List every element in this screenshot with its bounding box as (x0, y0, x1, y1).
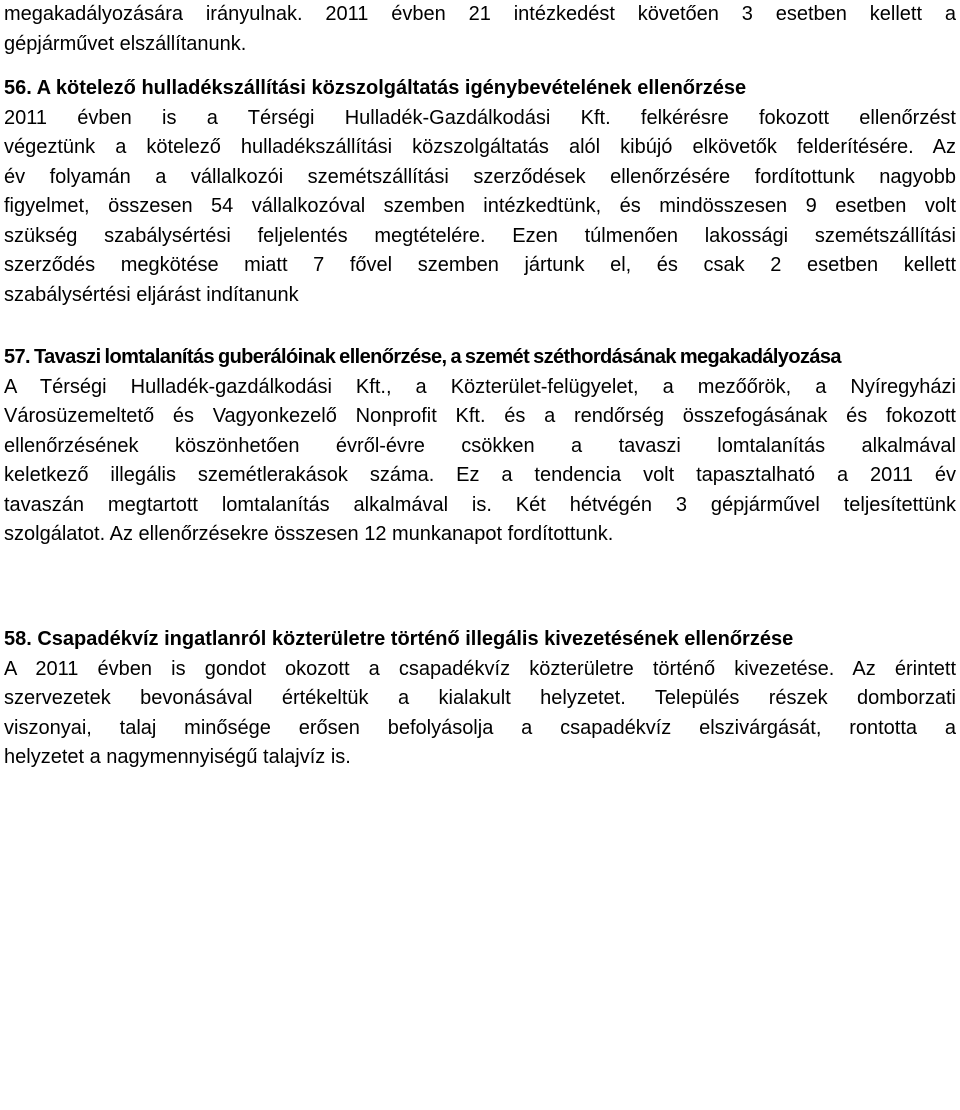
paragraph-line: megakadályozására irányulnak. 2011 évben 21 intézkedést követően 3 esetben kellett a (4, 3, 956, 25)
paragraph-line: szolgálatot. Az ellenőrzésekre összesen 12 munkanapot fordítottunk. (4, 523, 614, 545)
paragraph-line: év folyamán a vállalkozói szemétszállítási szerződések ellenőrzésére fordítottunk nagyobb (4, 165, 956, 188)
paragraph-line: A Térségi Hulladék-gazdálkodási Kft., a Közterület-felügyelet, a mezőőrök, a Nyíregyházi (4, 375, 956, 398)
paragraph-line: helyzetet a nagymennyiségű talajvíz is. (4, 746, 351, 768)
paragraph-line: végeztünk a kötelező hulladékszállítási közszolgáltatás alól kibújó elkövetők felderítésére. Az (4, 136, 956, 158)
paragraph-line: szükség szabálysértési feljelentés megtételére. Ezen túlmenően lakossági szemétszállítási (4, 224, 956, 247)
intro-paragraph (4, 0, 956, 59)
paragraph-line: 2011 évben is a Térségi Hulladék-Gazdálkodási Kft. felkérésre fokozott ellenőrzést (4, 106, 956, 129)
paragraph-line: figyelmet, összesen 54 vállalkozóval szemben intézkedtünk, és mindösszesen 9 esetben volt (4, 195, 956, 217)
paragraph-line: Városüzemeltető és Vagyonkezelő Nonprofit Kft. és a rendőrség összefogásának és fokozott (4, 405, 956, 427)
paragraph-line: gépjárművet elszállítanunk. (4, 32, 247, 55)
paragraph-line: keletkező illegális szemétlerakások száma. Ez a tendencia volt tapasztalható a 2011 év (4, 464, 956, 486)
paragraph-line: szerződés megkötése miatt 7 fővel szemben jártunk el, és csak 2 esetben kellett (4, 254, 956, 276)
paragraph-line: viszonyai, talaj minősége erősen befolyásolja a csapadékvíz elszivárgását, rontotta a (4, 716, 956, 739)
section-heading: 57. Tavaszi lomtalanítás guberálóinak ellenőrzése, a szemét széthordásának megakadályozása (4, 346, 841, 368)
paragraph-line: tavaszán megtartott lomtalanítás alkalmával is. Két hétvégén 3 gépjárművel teljesítettünk (4, 493, 956, 516)
paragraph-line: A 2011 évben is gondot okozott a csapadékvíz közterületre történő kivezetése. Az érintett (4, 657, 956, 680)
section-heading: 58. Csapadékvíz ingatlanról közterületre történő illegális kivezetésének ellenőrzése (4, 628, 794, 650)
paragraph-line: szervezetek bevonásával értékeltük a kialakult helyzetet. Település részek domborzati (4, 687, 956, 709)
section-57 (4, 343, 956, 550)
paragraph-line: ellenőrzésének köszönhetően évről-évre csökken a tavaszi lomtalanítás alkalmával (4, 434, 956, 457)
paragraph-line: szabálysértési eljárást indítanunk (4, 283, 299, 306)
section-heading: 56. A kötelező hulladékszállítási közszolgáltatás igénybevételének ellenőrzése (4, 77, 747, 99)
section-58 (4, 625, 956, 773)
section-56 (4, 74, 956, 310)
